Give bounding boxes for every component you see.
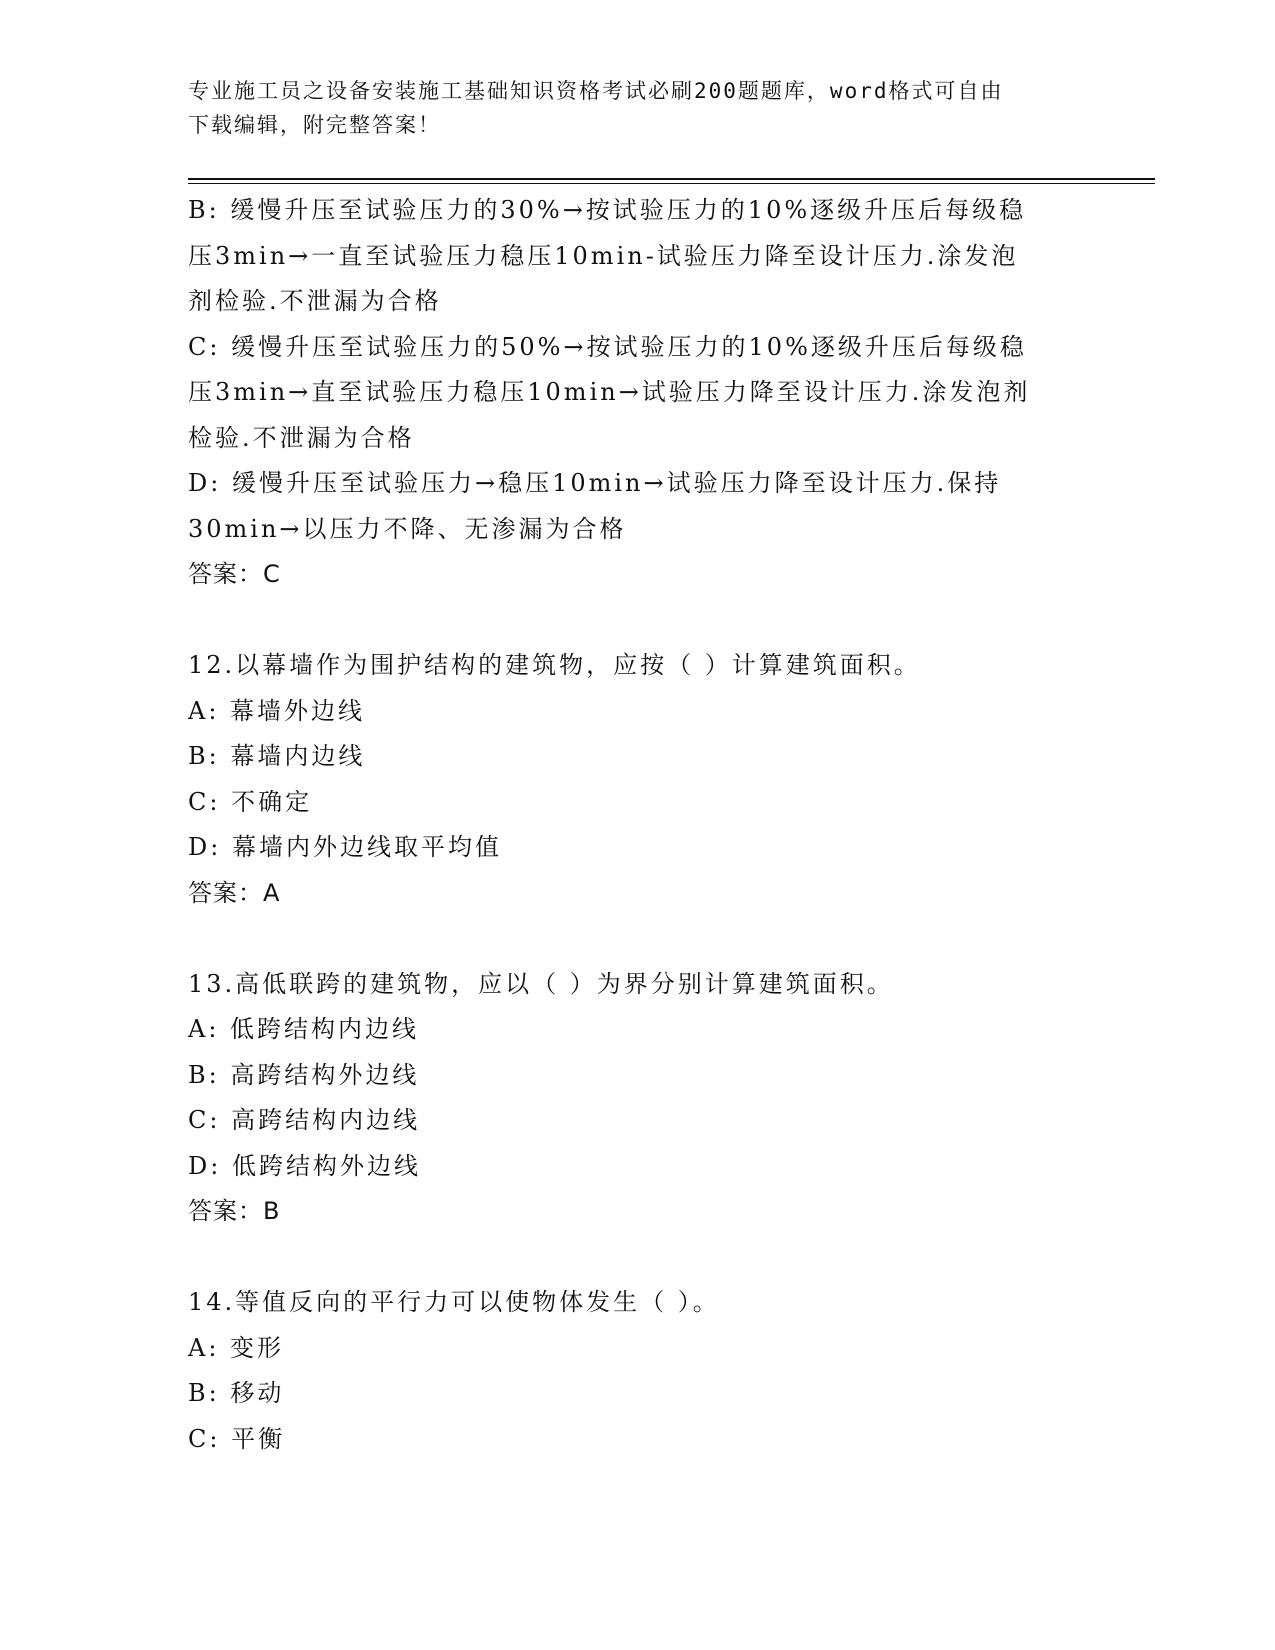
q13-option-c: C: 高跨结构内边线: [188, 1106, 421, 1134]
q14-option-a: A: 变形: [188, 1333, 285, 1362]
q12-answer: 答案：A: [188, 878, 281, 907]
document-header: [188, 74, 1068, 142]
question-12: [188, 643, 1088, 916]
header-divider-thick: [188, 178, 1155, 180]
q11-option-d-line-1: D: 缓慢升压至试验压力→稳压10min→试验压力降至设计压力.保持: [188, 469, 1002, 497]
header-line-2: 下载编辑，附完整答案！: [188, 113, 441, 137]
q13-option-a: A: 低跨结构内边线: [188, 1015, 420, 1043]
q11-option-c-line-3: 检验.不泄漏为合格: [188, 423, 415, 452]
q14-stem: 14.等值反向的平行力可以使物体发生（ ）。: [188, 1288, 720, 1316]
q12-stem: 12.以幕墙作为围护结构的建筑物，应按（ ）计算建筑面积。: [188, 651, 921, 679]
q11-option-c-line-1: C: 缓慢升压至试验压力的50%→按试验压力的10%逐级升压后每级稳: [188, 332, 1027, 361]
spacer: [188, 916, 1088, 962]
q13-stem: 13.高低联跨的建筑物，应以（ ）为界分别计算建筑面积。: [188, 969, 894, 998]
question-13: [188, 962, 1088, 1235]
q13-option-b: B: 高跨结构外边线: [188, 1060, 420, 1089]
q13-option-d: D: 低跨结构外边线: [188, 1151, 421, 1180]
q12-option-c: C: 不确定: [188, 787, 313, 816]
q11-option-b-line-2: 压3min→一直至试验压力稳压10min-试验压力降至设计压力.涂发泡: [188, 241, 1019, 270]
q13-answer: 答案：B: [188, 1197, 281, 1225]
q12-option-d: D: 幕墙内外边线取平均值: [188, 833, 502, 861]
header-line-1: 专业施工员之设备安装施工基础知识资格考试必刷200题题库，word格式可自由: [188, 79, 1004, 103]
q11-option-d-line-2: 30min→以压力不降、无渗漏为合格: [188, 514, 627, 543]
q14-option-c: C: 平衡: [188, 1424, 286, 1453]
q14-option-b: B: 移动: [188, 1379, 285, 1407]
header-divider-thin: [188, 183, 1155, 184]
q11-option-b-line-3: 剂检验.不泄漏为合格: [188, 287, 442, 315]
q11-answer: 答案：C: [188, 560, 281, 588]
q12-option-b: B: 幕墙内边线: [188, 742, 366, 770]
q11-option-b-line-1: B: 缓慢升压至试验压力的30%→按试验压力的10%逐级升压后每级稳: [188, 196, 1027, 224]
spacer: [188, 1235, 1088, 1281]
q11-option-c-line-2: 压3min→直至试验压力稳压10min→试验压力降至设计压力.涂发泡剂: [188, 378, 1031, 406]
q12-option-a: A: 幕墙外边线: [188, 696, 366, 725]
question-11: [188, 188, 1088, 598]
question-14: [188, 1280, 1088, 1462]
spacer: [188, 598, 1088, 644]
question-content: [188, 188, 1088, 1462]
